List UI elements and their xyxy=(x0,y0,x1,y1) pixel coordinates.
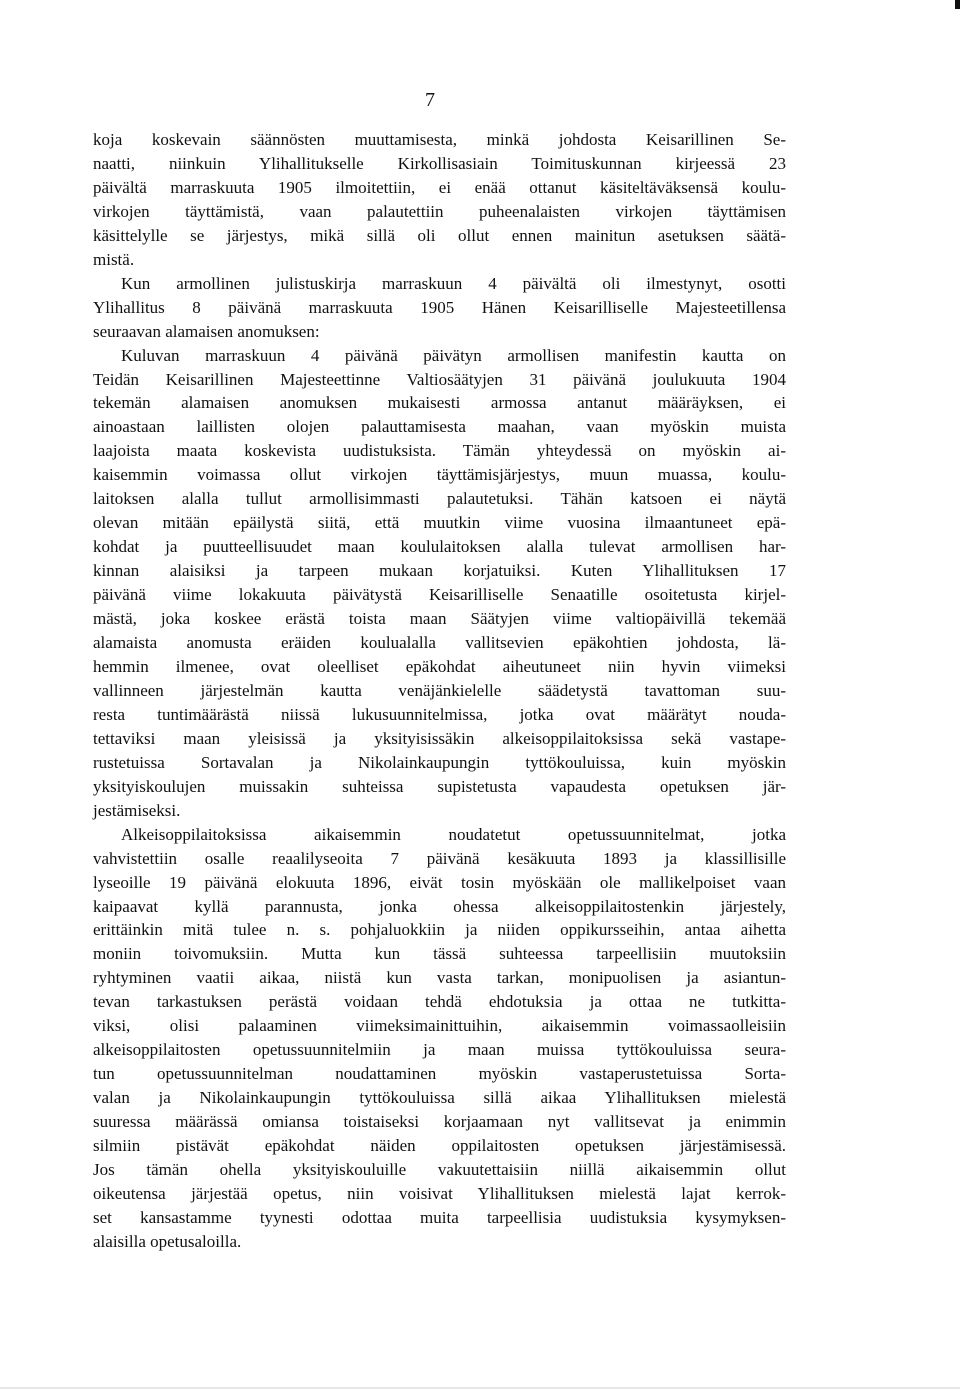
text-line: erittäinkin mitä tulee n. s. pohjaluokkiin ja niiden oppikursseihin, antaa aihetta xyxy=(93,920,786,940)
text-line: Ylihallitus 8 päivänä marraskuuta 1905 Hänen Keisarilliselle Majesteetillensa xyxy=(93,297,786,317)
text-line: tettaviksi maan yleisissä ja yksityisissäkin alkeisoppilaitoksissa sekä vastape- xyxy=(93,728,786,748)
text-line: Kun armollinen julistuskirja marraskuun 4 päivältä oli ilmestynyt, osotti xyxy=(121,273,786,293)
text-line: resta tuntimäärästä niissä lukusuunnitelmissa, jotka ovat määrätyt nouda- xyxy=(93,704,786,724)
text-line: ryhtyminen vaatii aikaa, niistä kun vasta tarkan, monipuolisen ja asiantun- xyxy=(93,968,786,988)
paragraph xyxy=(93,128,786,272)
text-line: alaisilla opetusaloilla. xyxy=(93,1231,242,1251)
text-line: naatti, niinkuin Ylihallitukselle Kirkollisasiain Toimituskunnan kirjeessä 23 xyxy=(93,153,786,173)
text-line: tevan tarkastuksen perästä voidaan tehdä ehdotuksia ja ottaa ne tutkitta- xyxy=(93,992,786,1012)
text-line: hemmin ilmenee, ovat oleelliset epäkohdat aiheutuneet niin hyvin viimeksi xyxy=(93,656,786,676)
text-line: laajoista maata koskevista uudistuksista. Tämän yhteydessä on myöskin ai- xyxy=(93,441,786,461)
text-line: tun opetussuunnitelman noudattaminen myöskin vastaperustetuissa Sorta- xyxy=(93,1064,786,1084)
text-line: suuressa määrässä omiansa toistaiseksi korjaamaan nyt vallitsevat ja enimmin xyxy=(93,1112,786,1132)
text-line: päivältä marraskuuta 1905 ilmoitettiin, ei enää ottanut käsiteltäväksensä koulu- xyxy=(93,177,786,197)
text-line: rustetuissa Sortavalan ja Nikolainkaupungin tyttökouluissa, kuin myöskin xyxy=(93,752,786,772)
text-line: Teidän Keisarillinen Majesteettinne Valtiosäätyjen 31 päivänä joulukuuta 1904 xyxy=(93,369,786,389)
text-line: seuraavan alamaisen anomuksen: xyxy=(93,321,320,341)
document-body xyxy=(93,128,786,1254)
text-line: viksi, olisi palaaminen viimeksimainittuihin, aikaisemmin voimassaolleisiin xyxy=(93,1016,786,1036)
text-line: yksityiskoulujen muissakin suhteissa supistetusta vapaudesta opetuksen jär- xyxy=(93,776,786,796)
page-corner-mark xyxy=(955,0,960,9)
text-line: kinnan alaisiksi ja tarpeen mukaan korjatuiksi. Kuten Ylihallituksen 17 xyxy=(93,561,786,581)
text-line: tekemän alamaisen anomuksen mukaisesti armossa antanut määräyksen, ei xyxy=(93,393,786,413)
text-line: silmiin pistävät epäkohdat näiden oppilaitosten opetuksen järjestämisessä. xyxy=(93,1136,786,1156)
text-line: mästä, joka koskee erästä toista maan Säätyjen viime valtiopäivillä tekemää xyxy=(93,609,786,629)
text-line: Alkeisoppilaitoksissa aikaisemmin noudatetut opetussuunnitelmat, jotka xyxy=(121,824,786,844)
text-line: set kansastamme tyynesti odottaa muita tarpeellisia uudistuksia kysymyksen- xyxy=(93,1207,786,1227)
paragraph xyxy=(93,272,786,344)
text-line: päivänä viime lokakuuta päivätystä Keisarilliselle Senaatille osoitetusta kirjel- xyxy=(93,585,786,605)
text-line: koja koskevain säännösten muuttamisesta, minkä johdosta Keisarillinen Se- xyxy=(93,130,786,149)
text-line: valan ja Nikolainkaupungin tyttökouluissa sillä aikaa Ylihallituksen mielestä xyxy=(93,1088,786,1108)
text-line: ainoastaan laillisten olojen palauttamisesta maahan, vaan myöskin muista xyxy=(93,417,786,437)
text-line: oikeutensa järjestää opetus, niin voisivat Ylihallituksen mielestä lajat kerrok- xyxy=(93,1183,786,1203)
text-line: vahvistettiin osalle reaalilyseoita 7 päivänä kesäkuuta 1893 ja klassillisille xyxy=(93,848,786,868)
text-line: alkeisoppilaitosten opetussuunnitelmiin ja maan muissa tyttökouluissa seura- xyxy=(93,1040,786,1060)
text-line: olevan mitään epäilystä siitä, että muutkin viime vuosina ilmaantuneet epä- xyxy=(93,513,786,533)
text-line: kaipaavat kyllä parannusta, jonka ohessa alkeisoppilaitostenkin järjestely, xyxy=(93,896,786,916)
page-number: 7 xyxy=(425,89,435,111)
text-line: moniin toivomuksiin. Mutta kun tässä suhteessa tarpeellisiin muutoksiin xyxy=(93,944,786,964)
text-line: laitoksen alalla tullut armollisimmasti palautetuksi. Tähän katsoen ei näytä xyxy=(93,489,786,509)
text-line: jestämiseksi. xyxy=(93,800,181,820)
text-line: virkojen täyttämistä, vaan palautettiin puheenalaisten virkojen täyttämisen xyxy=(93,201,786,221)
text-line: vallinneen järjestelmän kautta venäjänkielelle säädetystä tavattoman suu- xyxy=(93,680,786,700)
text-line: kaisemmin voimassa ollut virkojen täyttämisjärjestys, muun muassa, koulu- xyxy=(93,465,786,485)
paragraph xyxy=(93,344,786,823)
text-line: mistä. xyxy=(93,249,135,269)
text-line: lyseoille 19 päivänä elokuuta 1896, eivät tosin myöskään ole mallikelpoiset vaan xyxy=(93,872,786,892)
paragraph xyxy=(93,823,786,1254)
text-line: Jos tämän ohella yksityiskouluille vakuutettaisiin niillä aikaisemmin ollut xyxy=(93,1159,786,1179)
text-line: Kuluvan marraskuun 4 päivänä päivätyn armollisen manifestin kautta on xyxy=(121,345,786,365)
text-line: alamaista anomusta eräiden koulualalla vallitsevien epäkohtien johdosta, lä- xyxy=(93,633,786,653)
text-line: kohdat ja puutteellisuudet maan koululaitoksen alalla tulevat armollisen har- xyxy=(93,537,786,557)
text-line: käsittelylle se järjestys, mikä sillä oli ollut ennen mainitun asetuksen säätä- xyxy=(93,225,786,245)
